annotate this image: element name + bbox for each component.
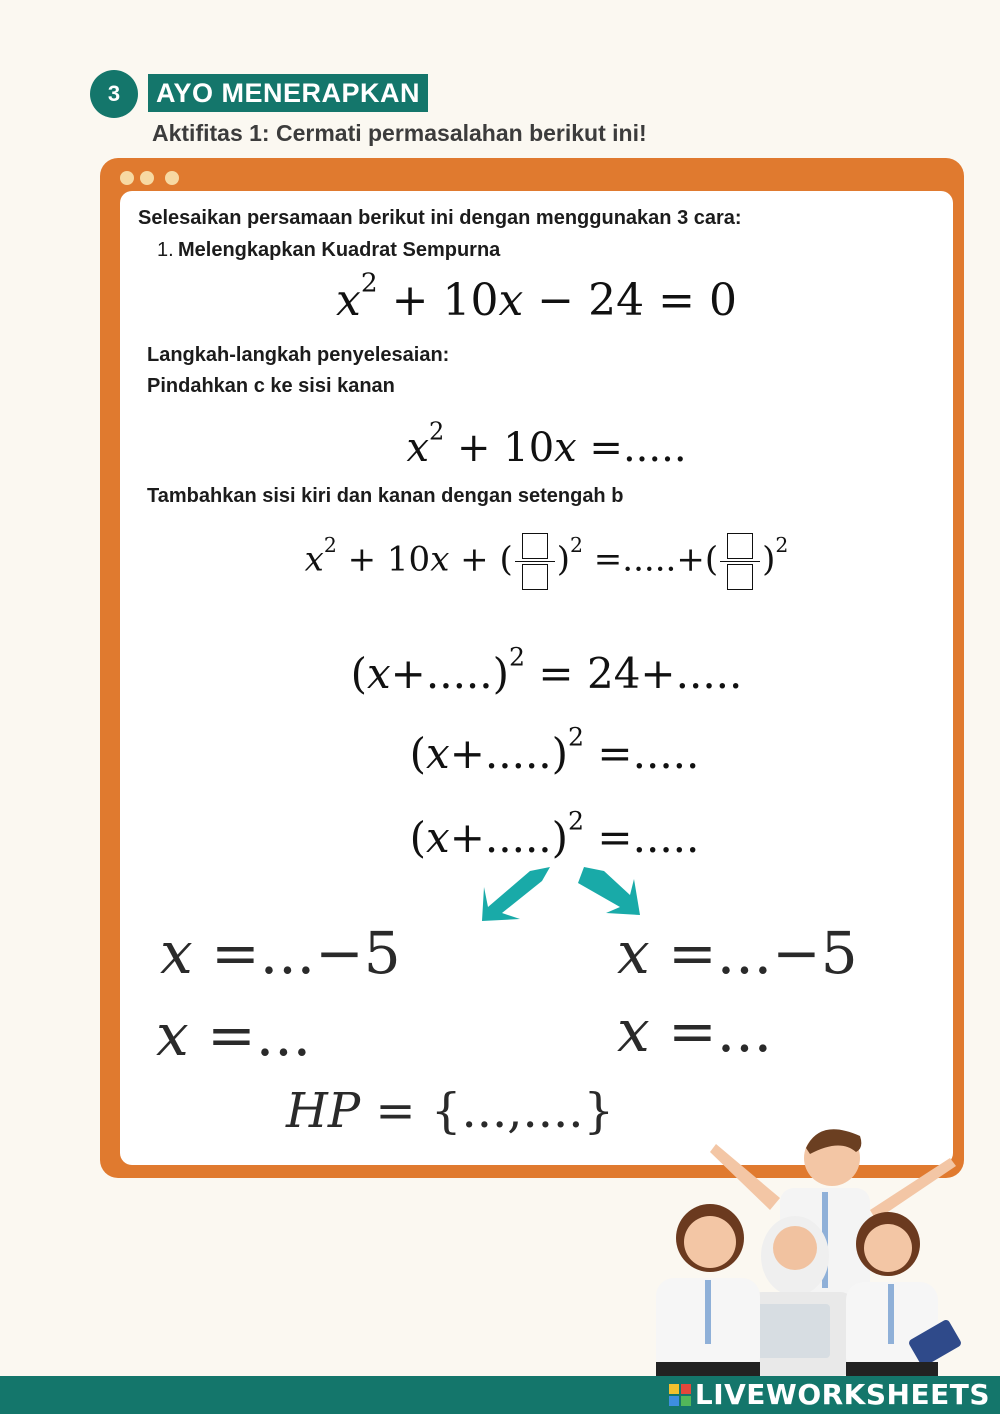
- root-right-1: x =...−5: [617, 919, 858, 987]
- section-title: AYO MENERAPKAN: [148, 74, 428, 112]
- root-left-1: x =...−5: [160, 919, 401, 987]
- steps-heading: Langkah-langkah penyelesaian:: [147, 344, 450, 366]
- student-girl-right-illustration: [846, 1212, 962, 1376]
- students-illustration: [650, 1118, 990, 1376]
- window-dot-icon: [120, 171, 134, 185]
- student-girl-left-illustration: [656, 1204, 760, 1376]
- fraction-blank[interactable]: [720, 531, 760, 592]
- window-dot-icon: [165, 171, 179, 185]
- root-right-2: x =...: [617, 997, 773, 1065]
- method-number: 1.: [157, 239, 174, 261]
- solution-set: HP = {...,....}: [286, 1083, 615, 1139]
- section-number-badge: 3: [90, 70, 138, 118]
- step-move-c: Pindahkan c ke sisi kanan: [147, 375, 395, 397]
- step-add-half-b: Tambahkan sisi kiri dan kanan dengan setengah b: [147, 485, 624, 507]
- arrow-right-icon: [578, 867, 640, 915]
- brand-text: LIVEWORKSHEETS: [694, 1378, 990, 1411]
- step-equation-4: $(x+.....)^2$ =.....: [409, 722, 700, 778]
- activity-title: Aktifitas 1: Cermati permasalahan berikut ini!: [152, 120, 647, 146]
- liveworksheets-logo-icon: [669, 1384, 691, 1406]
- step-equation-1: $x^2 + 10x$ =.....: [406, 417, 687, 471]
- root-left-2: x =...: [156, 1001, 312, 1069]
- worksheet-frame: [100, 158, 964, 1178]
- instruction-text: Selesaikan persamaan berikut ini dengan menggunakan 3 cara:: [138, 207, 742, 229]
- worksheet-content: [120, 191, 953, 1165]
- brand-logo[interactable]: [669, 1376, 990, 1414]
- method-name: Melengkapkan Kuadrat Sempurna: [178, 239, 501, 261]
- arrow-left-icon: [482, 867, 550, 921]
- step-equation-5: $(x+.....)^2$ =.....: [409, 806, 700, 862]
- fraction-blank[interactable]: [515, 531, 555, 592]
- step-equation-3: $(x+.....)^2 = 24+$.....: [350, 642, 743, 698]
- main-equation: $x^2 + 10x - 24 = 0$: [336, 267, 737, 326]
- step-equation-2: $x^2 + 10x$ + ( )$^2$ =.....+( )$^2$: [130, 531, 963, 592]
- window-dot-icon: [140, 171, 154, 185]
